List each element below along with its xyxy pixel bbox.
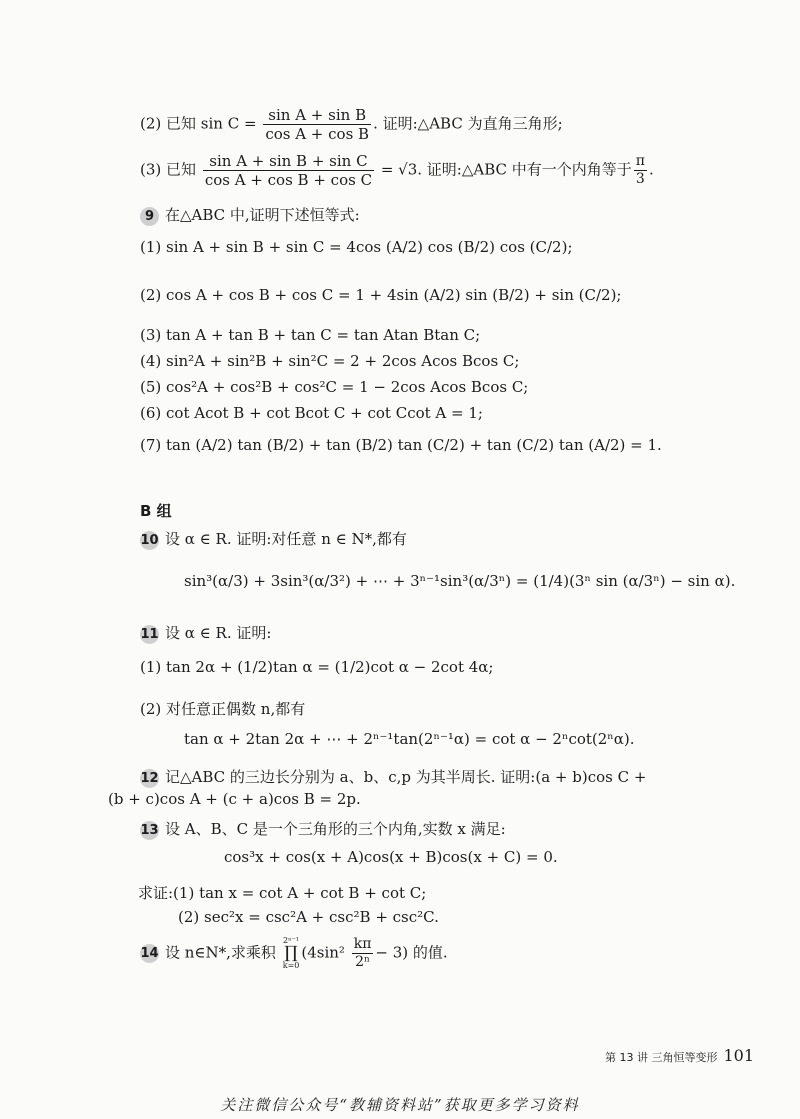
problem-8-part-3: (3) 已知 $\frac{\text{sin A + sin B + sin C}}{\text{cos A + cos B + cos C}}$ = √3. 证明:△ABC 中有一个内角等于 $\frac{\pi}{3}$ . (140, 152, 654, 189)
identity-4: (4) sin²A + sin²B + sin²C = 2 + 2cos Acos Bcos C; (140, 352, 520, 370)
problem-11-equation: tan α + 2tan 2α + ⋯ + 2ⁿ⁻¹tan(2ⁿ⁻¹α) = cot α − 2ⁿcot(2ⁿα). (184, 730, 635, 748)
identity-7: (7) tan (A/2) tan (B/2) + tan (B/2) tan (C/2) + tan (C/2) tan (A/2) = 1. (140, 436, 662, 454)
problem-10: 10 设 α ∈ R. 证明:对任意 n ∈ N*,都有 (140, 530, 407, 548)
problem-number-badge: 12 (140, 771, 159, 786)
problem-11-part-2: (2) 对任意正偶数 n,都有 (140, 700, 306, 718)
identity-2: (2) cos A + cos B + cos C = 1 + 4sin (A/2) sin (B/2) + sin (C/2); (140, 286, 622, 304)
problem-number-badge: 14 (140, 946, 159, 962)
identity-6: (6) cot Acot B + cot Bcot C + cot Ccot A = 1; (140, 404, 483, 422)
group-b-heading: B 组 (140, 502, 172, 520)
problem-10-equation: sin³(α/3) + 3sin³(α/3²) + ⋯ + 3ⁿ⁻¹sin³(α/3ⁿ) = (1/4)(3ⁿ sin (α/3ⁿ) − sin α). (184, 572, 736, 590)
problem-11-part-1: (1) tan 2α + (1/2)tan α = (1/2)cot α − 2cot 4α; (140, 658, 494, 676)
problem-9: 9 在△ABC 中,证明下述恒等式: (140, 204, 360, 226)
identity-5: (5) cos²A + cos²B + cos²C = 1 − 2cos Acos Bcos C; (140, 378, 529, 396)
problem-12-continued: (b + c)cos A + (c + a)cos B = 2p. (108, 790, 361, 808)
problem-13-proof-2: (2) sec²x = csc²A + csc²B + csc²C. (178, 908, 439, 926)
problem-12: 12 记△ABC 的三边长分别为 a、b、c,p 为其半周长. 证明:(a + b)cos C + (140, 768, 647, 786)
chapter-label: 第 13 讲 三角恒等变形 (604, 1051, 718, 1064)
problem-13-proof-1: 求证:(1) tan x = cot A + cot B + cot C; (138, 884, 427, 902)
problem-8-part-2: (2) 已知 sin C = $\frac{\text{sin A + sin B}}{\text{cos A + cos B}}$ . 证明:△ABC 为直角三角形; (140, 106, 563, 143)
problem-number-badge: 11 (140, 627, 159, 642)
watermark-text: 关注微信公众号“教辅资料站”获取更多学习资料 (220, 1096, 580, 1114)
page-number: 101 (723, 1046, 754, 1065)
problem-11: 11 设 α ∈ R. 证明: (140, 624, 272, 642)
identity-3: (3) tan A + tan B + tan C = tan Atan Btan C; (140, 326, 481, 344)
problem-number-badge: 13 (140, 823, 159, 838)
problem-number-badge: 10 (140, 533, 159, 548)
problem-13: 13 设 A、B、C 是一个三角形的三个内角,实数 x 满足: (140, 820, 506, 838)
problem-14: 14 设 n∈N*,求乘积 2ⁿ⁻¹ ∏ k=0(4sin² $\frac{k\pi}{\text{2ⁿ}}$ − 3) 的值. (140, 935, 448, 970)
product-symbol: 2ⁿ⁻¹ ∏ k=0 (282, 935, 300, 970)
page-footer (605, 1046, 754, 1065)
identity-1: (1) sin A + sin B + sin C = 4cos (A/2) cos (B/2) cos (C/2); (140, 238, 573, 256)
problem-number-badge: 9 (140, 207, 159, 226)
problem-13-equation: cos³x + cos(x + A)cos(x + B)cos(x + C) = 0. (224, 848, 558, 866)
